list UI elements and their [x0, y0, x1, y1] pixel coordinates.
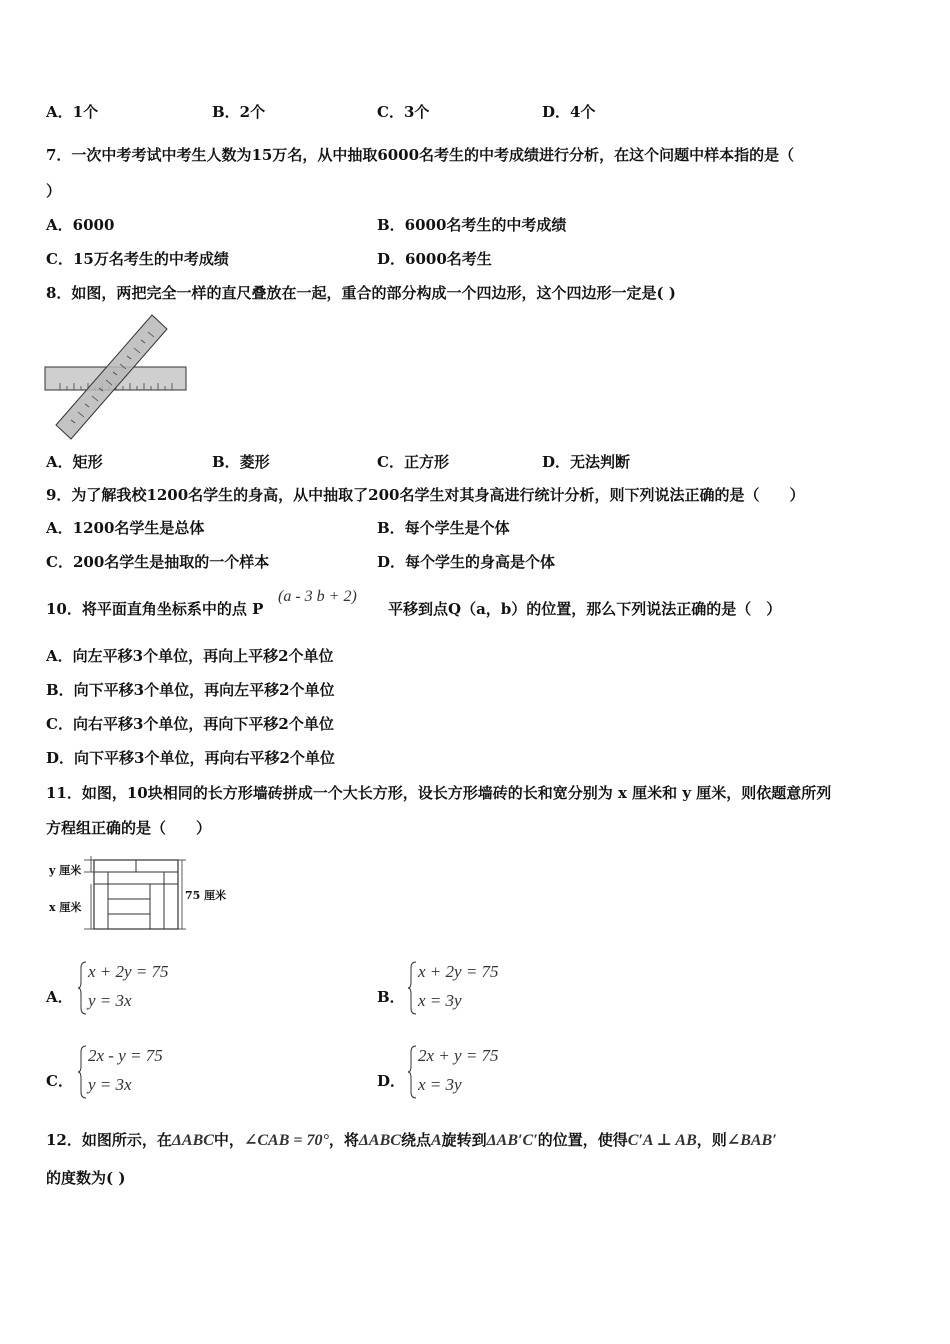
- q11-stem-line2: 方程组正确的是（ ）: [46, 819, 212, 837]
- q12-math-6: C′A ⊥ AB: [627, 1132, 697, 1149]
- q12-text-1: 12．如图所示，在: [46, 1131, 172, 1149]
- q11-a-eq1: x + 2y = 75: [88, 962, 169, 981]
- q7-stem: 7．一次中考考试中考生人数为15万名，从中抽取6000名考生的中考成绩进行分析，在这个问题中样本指的是（: [46, 146, 795, 164]
- q10-option-c: C．向右平移3个单位，再向下平移2个单位: [46, 715, 334, 733]
- q9-option-b: B．每个学生是个体: [377, 519, 510, 537]
- q10-stem-post: 平移到点Q（a，b）的位置，那么下列说法正确的是（ ）: [388, 600, 782, 618]
- q10-option-b: B．向下平移3个单位，再向左平移2个单位: [46, 681, 335, 699]
- q7-stem-end: ）: [46, 182, 62, 200]
- q8-option-b: B．菱形: [212, 453, 270, 471]
- q12-stem-line2: 的度数为( ): [46, 1169, 126, 1187]
- total-height-label: 75 厘米: [185, 889, 227, 902]
- q9-option-c: C．200名学生是抽取的一个样本: [46, 553, 270, 571]
- q12-text-7: ，则: [696, 1131, 727, 1149]
- q11-option-a-system: [78, 960, 218, 1016]
- q11-option-a-label: A．: [46, 988, 73, 1006]
- q10-stem-pre: 10．将平面直角坐标系中的点 P: [46, 600, 264, 618]
- q7-option-a: A．6000: [46, 216, 115, 234]
- q11-d-eq1: 2x + y = 75: [418, 1046, 499, 1065]
- q11-a-eq2: y = 3x: [88, 991, 132, 1010]
- q8-option-c: C．正方形: [377, 453, 449, 471]
- q6-option-d: D．4个: [542, 103, 596, 121]
- q11-c-eq1: 2x - y = 75: [88, 1046, 163, 1065]
- q8-option-d: D．无法判断: [542, 453, 631, 471]
- q12-text-3: ，将: [328, 1131, 359, 1149]
- q12-text-4: 绕点: [400, 1131, 431, 1149]
- tiles-figure: [44, 852, 234, 934]
- q11-d-eq2: x = 3y: [418, 1075, 462, 1094]
- q9-option-a: A．1200名学生是总体: [46, 519, 205, 537]
- q11-option-d-system: [408, 1044, 548, 1100]
- q12-stem-line1: [46, 1130, 777, 1151]
- tile-length-label: x 厘米: [49, 901, 82, 914]
- q12-math-4: A: [430, 1132, 442, 1149]
- q12-text-2: 中，: [213, 1131, 244, 1149]
- q7-option-c: C．15万名考生的中考成绩: [46, 250, 229, 268]
- q12-math-2: ∠CAB = 70°: [243, 1132, 329, 1149]
- q12-text-6: 的位置，使得: [537, 1131, 628, 1149]
- q11-stem-line1: 11．如图，10块相同的长方形墙砖拼成一个大长方形，设长方形墙砖的长和宽分别为 x 厘米和 y 厘米，则依题意所列: [46, 784, 832, 802]
- q11-c-eq2: y = 3x: [88, 1075, 132, 1094]
- q10-point-p: (a - 3 b + 2): [278, 588, 357, 605]
- q7-option-b: B．6000名考生的中考成绩: [377, 216, 567, 234]
- q9-option-d: D．每个学生的身高是个体: [377, 553, 556, 571]
- q10-option-d: D．向下平移3个单位，再向右平移2个单位: [46, 749, 335, 767]
- q8-stem: 8．如图，两把完全一样的直尺叠放在一起，重合的部分构成一个四边形，这个四边形一定是( ): [46, 284, 676, 302]
- q11-option-c-system: [78, 1044, 218, 1100]
- q7-option-d: D．6000名考生: [377, 250, 492, 268]
- q8-option-a: A．矩形: [46, 453, 103, 471]
- q6-option-b: B．2个: [212, 103, 266, 121]
- q11-option-c-label: C．: [46, 1072, 73, 1090]
- q12-math-1: ΔABC: [171, 1132, 214, 1149]
- q9-stem: 9．为了解我校1200名学生的身高，从中抽取了200名学生对其身高进行统计分析，则下列说法正确的是（ ）: [46, 486, 805, 504]
- q11-option-b-label: B．: [377, 988, 405, 1006]
- tile-width-label: y 厘米: [49, 864, 82, 877]
- q12-math-7: ∠BAB′: [726, 1132, 777, 1149]
- q11-b-eq2: x = 3y: [418, 991, 462, 1010]
- q11-option-b-system: [408, 960, 548, 1016]
- q12-text-5: 旋转到: [441, 1131, 487, 1149]
- q11-option-d-label: D．: [377, 1072, 406, 1090]
- q12-math-5: ΔAB′C′: [486, 1132, 538, 1149]
- q12-math-3: ΔABC: [358, 1132, 401, 1149]
- q6-option-c: C．3个: [377, 103, 430, 121]
- rulers-figure: [44, 312, 190, 442]
- q10-option-a: A．向左平移3个单位，再向上平移2个单位: [46, 647, 334, 665]
- q11-b-eq1: x + 2y = 75: [418, 962, 499, 981]
- q6-option-a: A．1个: [46, 103, 99, 121]
